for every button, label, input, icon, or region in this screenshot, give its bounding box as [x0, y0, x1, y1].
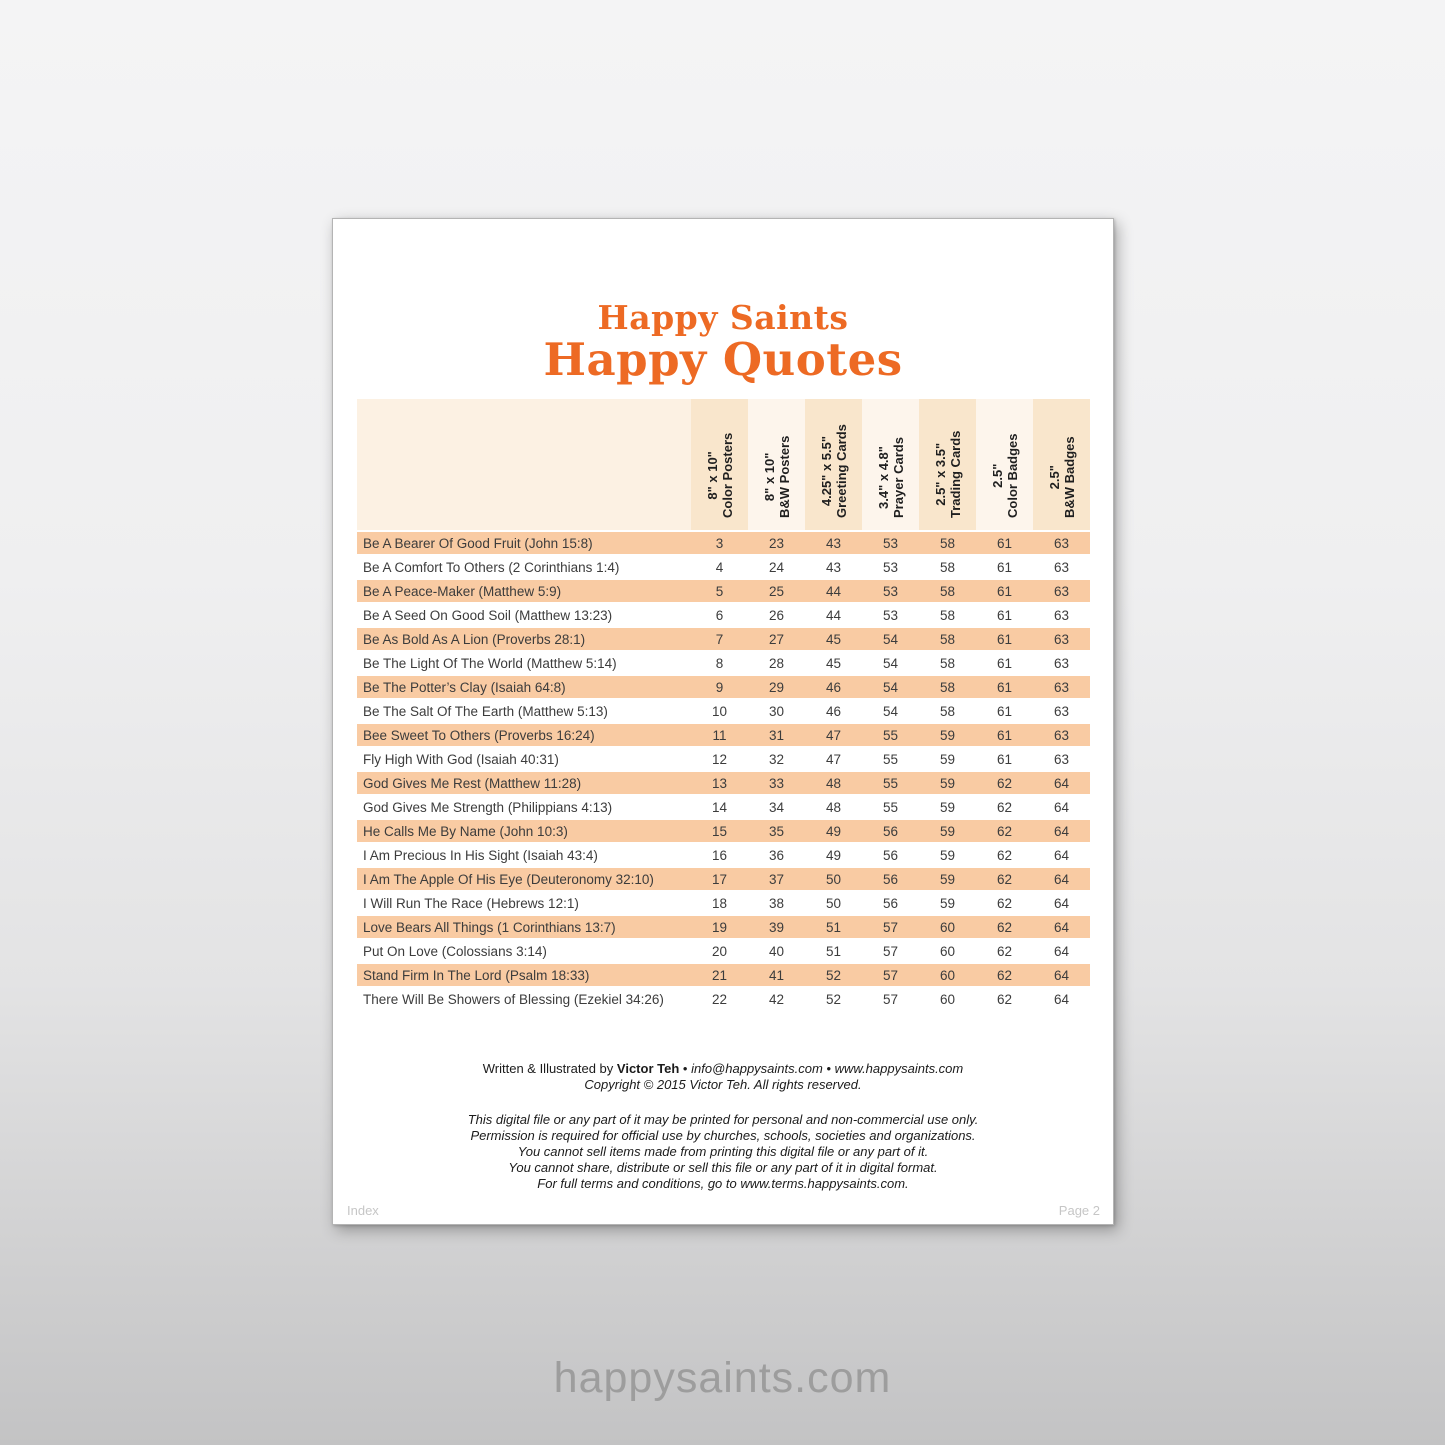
page-number-cell: 19 [691, 916, 748, 938]
page-number-cell: 55 [862, 796, 919, 818]
quote-title: God Gives Me Strength (Philippians 4:13) [357, 796, 691, 818]
page-number-cell: 54 [862, 700, 919, 722]
quote-title: Love Bears All Things (1 Corinthians 13:7) [357, 916, 691, 938]
table-row [357, 964, 1090, 986]
page-number-cell: 36 [748, 844, 805, 866]
quote-title: Be The Salt Of The Earth (Matthew 5:13) [357, 700, 691, 722]
page-number-cell: 56 [862, 820, 919, 842]
page-number-cell: 63 [1033, 748, 1090, 770]
page-number-cell: 49 [805, 820, 862, 842]
page-number-cell: 59 [919, 772, 976, 794]
column-header [748, 399, 805, 530]
page-number-cell: 61 [976, 556, 1033, 578]
page-number-cell: 35 [748, 820, 805, 842]
page-number-cell: 59 [919, 796, 976, 818]
page-number-cell: 31 [748, 724, 805, 746]
page-number-cell: 39 [748, 916, 805, 938]
page-title [333, 299, 1113, 384]
page-number-cell: 64 [1033, 772, 1090, 794]
credits-line [333, 1061, 1113, 1077]
column-header-label: 2.5" B&W Badges [1046, 436, 1077, 518]
page-number-cell: 63 [1033, 532, 1090, 554]
page-number-cell: 52 [805, 988, 862, 1010]
page-number-cell: 46 [805, 676, 862, 698]
page-number-cell: 6 [691, 604, 748, 626]
page-number-cell: 58 [919, 676, 976, 698]
page-number-cell: 60 [919, 916, 976, 938]
page-number-cell: 64 [1033, 964, 1090, 986]
page-number-cell: 5 [691, 580, 748, 602]
page-number-cell: 58 [919, 556, 976, 578]
header-row [357, 399, 1090, 530]
quote-title: Be A Bearer Of Good Fruit (John 15:8) [357, 532, 691, 554]
page-number-cell: 64 [1033, 940, 1090, 962]
page-number-cell: 62 [976, 940, 1033, 962]
website-url: www.happysaints.com [834, 1061, 964, 1076]
quote-title: Be The Potter’s Clay (Isaiah 64:8) [357, 676, 691, 698]
page-number-cell: 54 [862, 628, 919, 650]
page-number-cell: 50 [805, 892, 862, 914]
page-number-cell: 58 [919, 532, 976, 554]
footer-page-number: Page 2 [1058, 1203, 1100, 1218]
table-row [357, 652, 1090, 674]
quote-title: Be The Light Of The World (Matthew 5:14) [357, 652, 691, 674]
page-number-cell: 58 [919, 700, 976, 722]
page-number-cell: 3 [691, 532, 748, 554]
table-row [357, 580, 1090, 602]
page-number-cell: 59 [919, 724, 976, 746]
header-corner-cell [357, 399, 691, 530]
page-number-cell: 43 [805, 532, 862, 554]
page-number-cell: 56 [862, 868, 919, 890]
page-number-cell: 64 [1033, 868, 1090, 890]
page-number-cell: 56 [862, 892, 919, 914]
table-row [357, 820, 1090, 842]
copyright-line: Copyright © 2015 Victor Teh. All rights reserved. [584, 1077, 862, 1092]
page-number-cell: 15 [691, 820, 748, 842]
page-number-cell: 58 [919, 652, 976, 674]
page-number-cell: 64 [1033, 916, 1090, 938]
page-number-cell: 9 [691, 676, 748, 698]
credits-block [333, 1061, 1113, 1093]
page-number-cell: 59 [919, 868, 976, 890]
footer-section-label: Index [347, 1203, 379, 1218]
page-number-cell: 62 [976, 868, 1033, 890]
page-number-cell: 58 [919, 604, 976, 626]
quote-title: Put On Love (Colossians 3:14) [357, 940, 691, 962]
page-number-cell: 62 [976, 916, 1033, 938]
page-number-cell: 61 [976, 676, 1033, 698]
page-number-cell: 44 [805, 604, 862, 626]
page-number-cell: 61 [976, 532, 1033, 554]
page-number-cell: 61 [976, 724, 1033, 746]
page-number-cell: 62 [976, 964, 1033, 986]
quote-title: There Will Be Showers of Blessing (Ezekiel 34:26) [357, 988, 691, 1010]
page-number-cell: 17 [691, 868, 748, 890]
table-row [357, 748, 1090, 770]
bullet-separator: • [682, 1061, 688, 1076]
page-number-cell: 51 [805, 940, 862, 962]
page-number-cell: 57 [862, 940, 919, 962]
index-table [357, 397, 1090, 1012]
table-row [357, 772, 1090, 794]
page-number-cell: 14 [691, 796, 748, 818]
table-row [357, 940, 1090, 962]
site-watermark: happysaints.com [553, 1354, 892, 1402]
page-number-cell: 34 [748, 796, 805, 818]
quote-title: Be A Comfort To Others (2 Corinthians 1:4) [357, 556, 691, 578]
column-header [691, 399, 748, 530]
page-number-cell: 50 [805, 868, 862, 890]
page-number-cell: 18 [691, 892, 748, 914]
page-number-cell: 55 [862, 748, 919, 770]
quote-title: I Am Precious In His Sight (Isaiah 43:4) [357, 844, 691, 866]
page-number-cell: 8 [691, 652, 748, 674]
brand-title: Happy Saints [597, 298, 849, 337]
column-header [919, 399, 976, 530]
page-number-cell: 64 [1033, 820, 1090, 842]
terms-line: You cannot share, distribute or sell this file or any part of it in digital format. [508, 1160, 938, 1175]
page-number-cell: 53 [862, 556, 919, 578]
page-number-cell: 32 [748, 748, 805, 770]
page-number-cell: 28 [748, 652, 805, 674]
page-number-cell: 22 [691, 988, 748, 1010]
table-row [357, 844, 1090, 866]
author-name: Victor Teh [616, 1061, 680, 1076]
terms-block [333, 1112, 1113, 1192]
page-number-cell: 44 [805, 580, 862, 602]
column-header-label: 8" x 10" Color Posters [704, 432, 735, 518]
page-number-cell: 27 [748, 628, 805, 650]
page-number-cell: 29 [748, 676, 805, 698]
page-number-cell: 63 [1033, 700, 1090, 722]
page-number-cell: 62 [976, 988, 1033, 1010]
page-number-cell: 45 [805, 652, 862, 674]
page-number-cell: 55 [862, 724, 919, 746]
page-number-cell: 24 [748, 556, 805, 578]
page-number-cell: 59 [919, 748, 976, 770]
page-number-cell: 58 [919, 580, 976, 602]
terms-line: Permission is required for official use by churches, schools, societies and organizations. [470, 1128, 976, 1143]
page-number-cell: 54 [862, 652, 919, 674]
page-number-cell: 37 [748, 868, 805, 890]
page-number-cell: 52 [805, 964, 862, 986]
page-number-cell: 21 [691, 964, 748, 986]
page-number-cell: 51 [805, 916, 862, 938]
page-number-cell: 60 [919, 940, 976, 962]
page-number-cell: 54 [862, 676, 919, 698]
page-number-cell: 62 [976, 796, 1033, 818]
page-number-cell: 53 [862, 532, 919, 554]
page-number-cell: 7 [691, 628, 748, 650]
quote-title: He Calls Me By Name (John 10:3) [357, 820, 691, 842]
page-number-cell: 63 [1033, 724, 1090, 746]
table-row [357, 868, 1090, 890]
page-number-cell: 61 [976, 652, 1033, 674]
page-number-cell: 46 [805, 700, 862, 722]
page-number-cell: 59 [919, 820, 976, 842]
column-header-label: 2.5" x 3.5" Trading Cards [932, 430, 963, 518]
page-number-cell: 64 [1033, 844, 1090, 866]
table-row [357, 676, 1090, 698]
column-header [976, 399, 1033, 530]
column-header-label: 2.5" Color Badges [989, 433, 1020, 518]
page-number-cell: 62 [976, 892, 1033, 914]
quote-title: Bee Sweet To Others (Proverbs 16:24) [357, 724, 691, 746]
page-number-cell: 58 [919, 628, 976, 650]
page-number-cell: 41 [748, 964, 805, 986]
page-number-cell: 30 [748, 700, 805, 722]
page-number-cell: 42 [748, 988, 805, 1010]
column-header-label: 8" x 10" B&W Posters [761, 435, 792, 518]
terms-line: This digital file or any part of it may be printed for personal and non-commercial use only. [467, 1112, 979, 1127]
table-row [357, 892, 1090, 914]
quote-title: I Will Run The Race (Hebrews 12:1) [357, 892, 691, 914]
page-number-cell: 43 [805, 556, 862, 578]
page-number-cell: 45 [805, 628, 862, 650]
page-number-cell: 61 [976, 628, 1033, 650]
quote-title: Fly High With God (Isaiah 40:31) [357, 748, 691, 770]
page-number-cell: 61 [976, 580, 1033, 602]
page-number-cell: 33 [748, 772, 805, 794]
column-header-label: 4.25" x 5.5" Greeting Cards [818, 424, 849, 518]
page-number-cell: 57 [862, 964, 919, 986]
page-number-cell: 64 [1033, 796, 1090, 818]
page-number-cell: 23 [748, 532, 805, 554]
page-number-cell: 59 [919, 844, 976, 866]
document-page [332, 218, 1114, 1225]
page-number-cell: 53 [862, 604, 919, 626]
quote-title: I Am The Apple Of His Eye (Deuteronomy 32:10) [357, 868, 691, 890]
page-number-cell: 10 [691, 700, 748, 722]
table-row [357, 724, 1090, 746]
page-number-cell: 47 [805, 748, 862, 770]
page-number-cell: 40 [748, 940, 805, 962]
terms-line: You cannot sell items made from printing this digital file or any part of it. [517, 1144, 929, 1159]
page-number-cell: 62 [976, 772, 1033, 794]
page-number-cell: 16 [691, 844, 748, 866]
table-row [357, 556, 1090, 578]
column-header [862, 399, 919, 530]
quote-title: Be A Peace-Maker (Matthew 5:9) [357, 580, 691, 602]
column-header [805, 399, 862, 530]
page-number-cell: 63 [1033, 580, 1090, 602]
page-number-cell: 13 [691, 772, 748, 794]
quote-title: Be A Seed On Good Soil (Matthew 13:23) [357, 604, 691, 626]
page-number-cell: 60 [919, 988, 976, 1010]
page-number-cell: 4 [691, 556, 748, 578]
page-number-cell: 64 [1033, 988, 1090, 1010]
table-row [357, 988, 1090, 1010]
page-number-cell: 61 [976, 700, 1033, 722]
page-number-cell: 48 [805, 796, 862, 818]
written-by-text: Written & Illustrated by [482, 1061, 614, 1076]
table-row [357, 532, 1090, 554]
page-number-cell: 25 [748, 580, 805, 602]
bullet-separator: • [826, 1061, 831, 1076]
page-number-cell: 26 [748, 604, 805, 626]
table-row [357, 916, 1090, 938]
page-number-cell: 62 [976, 844, 1033, 866]
page-number-cell: 57 [862, 916, 919, 938]
table-row [357, 628, 1090, 650]
page-number-cell: 49 [805, 844, 862, 866]
page-number-cell: 61 [976, 748, 1033, 770]
page-number-cell: 61 [976, 604, 1033, 626]
page-number-cell: 20 [691, 940, 748, 962]
quote-title: God Gives Me Rest (Matthew 11:28) [357, 772, 691, 794]
page-number-cell: 63 [1033, 628, 1090, 650]
column-header [1033, 399, 1090, 530]
page-number-cell: 11 [691, 724, 748, 746]
page-number-cell: 63 [1033, 652, 1090, 674]
page-number-cell: 47 [805, 724, 862, 746]
quote-title: Stand Firm In The Lord (Psalm 18:33) [357, 964, 691, 986]
table-row [357, 604, 1090, 626]
page-number-cell: 53 [862, 580, 919, 602]
page-number-cell: 63 [1033, 676, 1090, 698]
page-number-cell: 63 [1033, 604, 1090, 626]
page-number-cell: 57 [862, 988, 919, 1010]
page-number-cell: 38 [748, 892, 805, 914]
page-number-cell: 56 [862, 844, 919, 866]
table-row [357, 796, 1090, 818]
column-header-label: 3.4" x 4.8" Prayer Cards [875, 437, 906, 518]
page-number-cell: 62 [976, 820, 1033, 842]
page-number-cell: 64 [1033, 892, 1090, 914]
index-table-body [357, 532, 1090, 1010]
page-number-cell: 55 [862, 772, 919, 794]
terms-line: For full terms and conditions, go to www.terms.happysaints.com. [537, 1176, 909, 1191]
product-title: Happy Quotes [543, 333, 903, 386]
page-number-cell: 48 [805, 772, 862, 794]
page-number-cell: 12 [691, 748, 748, 770]
quote-title: Be As Bold As A Lion (Proverbs 28:1) [357, 628, 691, 650]
contact-email: info@happysaints.com [691, 1061, 823, 1076]
index-table-header [357, 399, 1090, 530]
page-number-cell: 60 [919, 964, 976, 986]
table-row [357, 700, 1090, 722]
page-number-cell: 63 [1033, 556, 1090, 578]
page-number-cell: 59 [919, 892, 976, 914]
